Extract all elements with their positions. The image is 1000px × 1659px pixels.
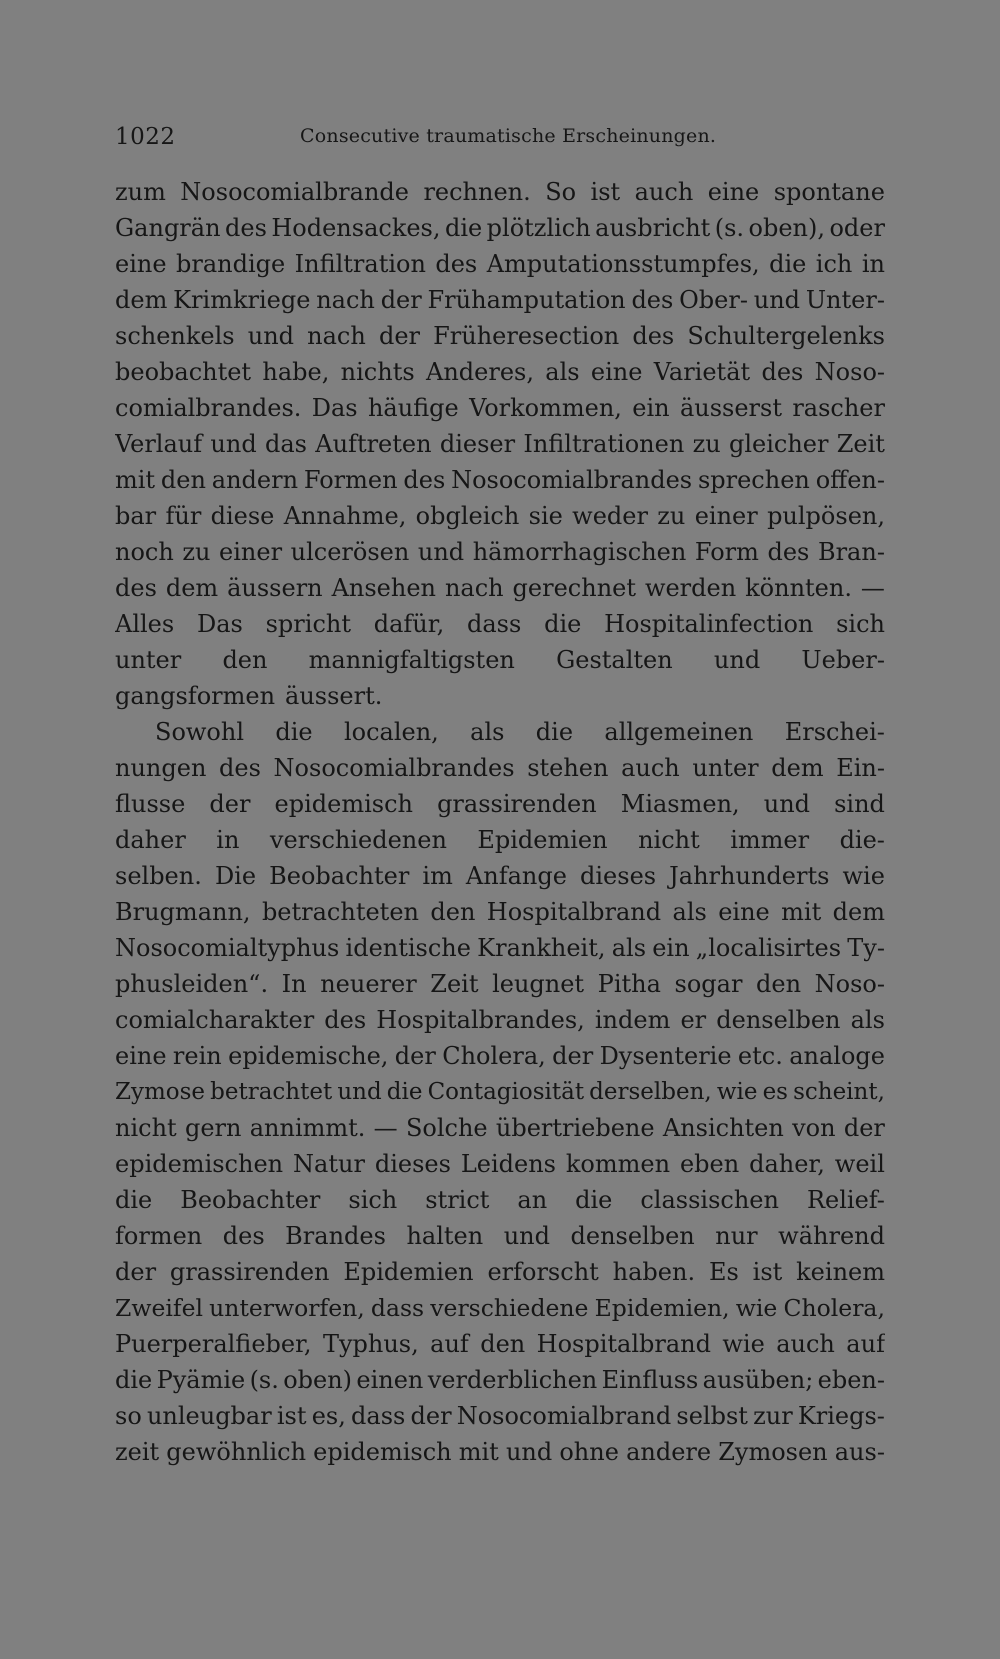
text-line: Nosocomialtyphus identische Krankheit, als ein „localisirtes Ty- [115, 934, 885, 962]
text-line: zum Nosocomialbrande rechnen. So ist auch eine spontane [115, 178, 885, 206]
running-title: Consecutive traumatische Erscheinungen. [300, 125, 717, 147]
text-line: mit den andern Formen des Nosocomialbrandes sprechen offen- [115, 466, 885, 494]
text-line: zeit gewöhnlich epidemisch mit und ohne andere Zymosen aus- [115, 1438, 885, 1466]
text-line: Zymose betrachtet und die Contagiosität derselben, wie es scheint, [115, 1079, 885, 1105]
text-line: dem Krimkriege nach der Frühamputation des Ober- und Unter- [115, 286, 885, 314]
text-line: Brugmann, betrachteten den Hospitalbrand als eine mit dem [115, 898, 885, 926]
text-line: unter den mannigfaltigsten Gestalten und Ueber- [115, 646, 885, 674]
text-line: phusleiden“. In neuerer Zeit leugnet Pitha sogar den Noso- [115, 970, 885, 998]
text-line: Puerperalfieber, Typhus, auf den Hospitalbrand wie auch auf [115, 1330, 885, 1358]
text-line: nicht gern annimmt. — Solche übertriebene Ansichten von der [115, 1114, 885, 1142]
text-line: Verlauf und das Auftreten dieser Infiltrationen zu gleicher Zeit [115, 430, 885, 458]
text-line: nungen des Nosocomialbrandes stehen auch unter dem Ein- [115, 754, 885, 782]
running-head [115, 120, 885, 154]
text-line: schenkels und nach der Früheresection des Schultergelenks [115, 322, 885, 350]
text-line: formen des Brandes halten und denselben nur während [115, 1222, 885, 1250]
text-line: epidemischen Natur dieses Leidens kommen eben daher, weil [115, 1150, 885, 1178]
text-line: beobachtet habe, nichts Anderes, als eine Varietät des Noso- [115, 358, 885, 386]
text-line: Alles Das spricht dafür, dass die Hospitalinfection sich [115, 610, 885, 638]
text-line: gangsformen äussert. [115, 682, 383, 710]
text-line: die Beobachter sich strict an die classischen Relief- [115, 1186, 885, 1214]
text-line: selben. Die Beobachter im Anfange dieses Jahrhunderts wie [115, 862, 885, 890]
text-line: Gangrän des Hodensackes, die plötzlich ausbricht (s. oben), oder [115, 214, 885, 242]
body-text [115, 174, 885, 1470]
text-line: eine brandige Infiltration des Amputationsstumpfes, die ich in [115, 250, 885, 278]
text-line: flusse der epidemisch grassirenden Miasmen, und sind [115, 790, 885, 818]
text-line: noch zu einer ulcerösen und hämorrhagischen Form des Bran- [115, 538, 885, 566]
text-line: eine rein epidemische, der Cholera, der Dysenterie etc. analoge [115, 1042, 885, 1070]
text-line: die Pyämie (s. oben) einen verderblichen Einfluss ausüben; eben- [115, 1366, 885, 1394]
text-line: comialcharakter des Hospitalbrandes, indem er denselben als [115, 1006, 885, 1034]
text-line: bar für diese Annahme, obgleich sie weder zu einer pulpösen, [115, 502, 885, 530]
text-line: so unleugbar ist es, dass der Nosocomialbrand selbst zur Kriegs- [115, 1402, 885, 1430]
text-line: daher in verschiedenen Epidemien nicht immer die- [115, 826, 885, 854]
text-line: des dem äussern Ansehen nach gerechnet werden könnten. — [115, 574, 885, 602]
text-line: der grassirenden Epidemien erforscht haben. Es ist keinem [115, 1258, 885, 1286]
page-number: 1022 [115, 124, 176, 150]
text-line: Sowohl die localen, als die allgemeinen Erschei- [155, 718, 885, 746]
text-line: comialbrandes. Das häufige Vorkommen, ein äusserst rascher [115, 394, 885, 422]
text-line: Zweifel unterworfen, dass verschiedene Epidemien, wie Cholera, [115, 1294, 885, 1322]
